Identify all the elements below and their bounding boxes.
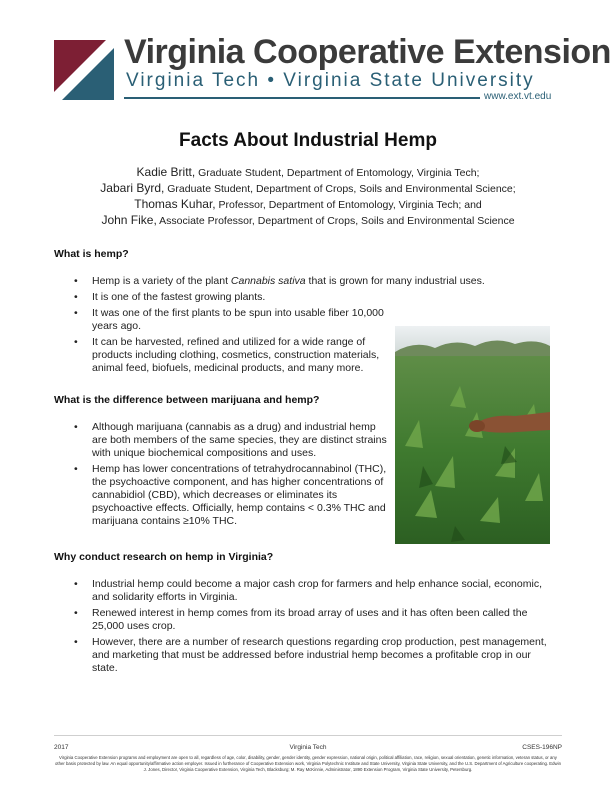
list-item: • Although marijuana (cannabis as a drug) and industrial hemp are both members of the same species, they are distinct strains with unique biochemical compositions and uses. — [74, 421, 388, 460]
list-item: • It was one of the first plants to be spun into usable fiber 10,000 years ago. — [74, 307, 392, 333]
list-item: • However, there are a number of research questions regarding crop production, pest management, and marketing that must be addressed before industrial hemp becomes a profitable crop in our state. — [74, 636, 552, 675]
author-role: Graduate Student, Department of Crops, Soils and Environmental Science; — [167, 183, 516, 195]
author-role: Graduate Student, Department of Entomology, Virginia Tech; — [198, 167, 480, 179]
section-heading-what-is-hemp: What is hemp? — [54, 248, 129, 260]
list-item: • It is one of the fastest growing plants. — [74, 291, 552, 304]
author-line — [20, 181, 596, 197]
brand-divider — [124, 97, 480, 99]
hemp-field-photo — [395, 326, 550, 544]
footer-code: CSES-196NP — [522, 744, 562, 751]
vce-logo-icon — [54, 40, 114, 100]
footer-divider — [54, 735, 562, 736]
footer-publisher: Virginia Tech — [289, 744, 327, 751]
author-line — [20, 213, 596, 229]
bullet-list — [74, 578, 552, 675]
author-line — [20, 197, 596, 213]
brand-title: Virginia Cooperative Extension — [124, 33, 611, 71]
section-heading-why-research: Why conduct research on hemp in Virginia? — [54, 551, 274, 563]
list-item: • It can be harvested, refined and utilized for a wide range of products including clothing, cosmetics, construction materials, animal feed, biofuels, medicinal products, and many more. — [74, 336, 392, 375]
brand-subtitle: Virginia Tech • Virginia State University — [126, 70, 535, 91]
author-name: John Fike, — [101, 213, 157, 227]
author-name: Jabari Byrd, — [100, 181, 165, 195]
author-role: Professor, Department of Entomology, Virginia Tech; and — [218, 199, 482, 211]
author-list — [20, 165, 596, 229]
list-item: • Industrial hemp could become a major cash crop for farmers and help enhance social, economic, and solidarity efforts in Virginia. — [74, 578, 552, 604]
author-line — [20, 165, 596, 181]
author-role: Associate Professor, Department of Crops, Soils and Environmental Science — [159, 215, 515, 227]
website-link[interactable]: www.ext.vt.edu — [484, 91, 552, 102]
author-name: Thomas Kuhar, — [134, 197, 216, 211]
footer-year: 2017 — [54, 744, 69, 751]
page-title: Facts About Industrial Hemp — [179, 130, 437, 151]
list-item: • Hemp is a variety of the plant Cannabis sativa that is grown for many industrial uses. — [74, 275, 552, 288]
list-item: • Renewed interest in hemp comes from its broad array of uses and it has often been called the 25,000 uses crop. — [74, 607, 552, 633]
footer-disclaimer: Virginia Cooperative Extension programs and employment are open to all, regardless of age, color, disability, gender, gender identity, gender expression, national origin, political affiliation, race, religion, sexual orientation, genetic information, veteran status, or any other basis protected by law. An equal opportunity/affirmative action employer. Issued in furtherance of Cooperative Extension work, Virginia Polytechnic Institute and State University, Virginia State University, and the U.S. Department of Agriculture cooperating. Edwin J. Jones, Director, Virginia Cooperative Extension, Virginia Tech, Blacksburg; M. Ray McKinnie, Administrator, 1890 Extension Program, Virginia State University, Petersburg. — [55, 755, 561, 772]
bullet-list — [74, 421, 388, 528]
list-item: • Hemp has lower concentrations of tetrahydrocannabinol (THC), the psychoactive component, and has higher concentrations of cannabidiol (CBD), which decreases or eliminates its psychoactive effects. Officially, hemp contains < 0.3% THC and marijuana contains ≥10% THC. — [74, 463, 388, 528]
section-heading-difference: What is the difference between marijuana and hemp? — [54, 394, 320, 406]
author-name: Kadie Britt, — [136, 165, 196, 179]
